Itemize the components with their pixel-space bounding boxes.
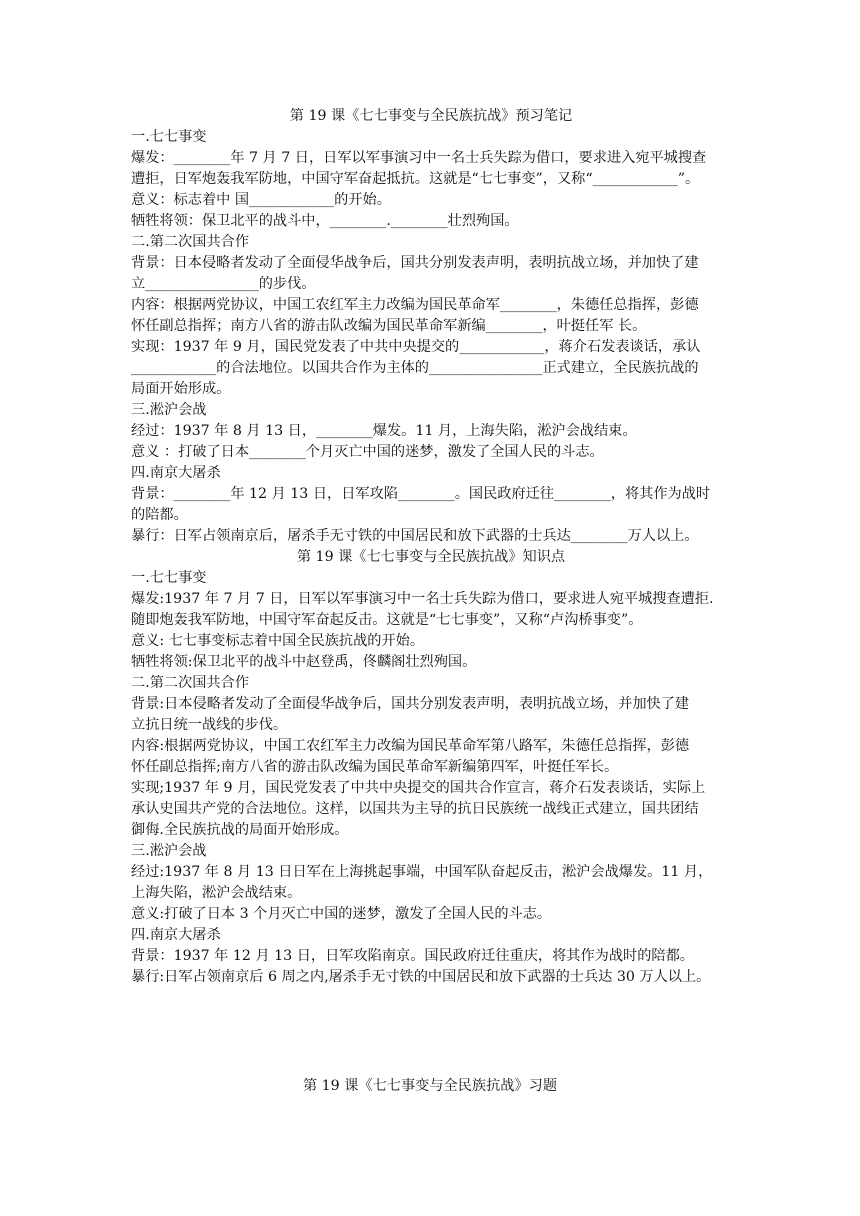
knowledge-title: 第 19 课《七七事变与全民族抗战》知识点 — [296, 549, 566, 565]
preview-line: 牺牲将领：保卫北平的战斗中，________.________壮烈殉国。 — [131, 213, 519, 229]
knowledge-line: 牺牲将领:保卫北平的战斗中赵登禹，佟麟阁壮烈殉国。 — [131, 654, 477, 670]
preview-line: 四.南京大屠杀 — [131, 465, 221, 481]
knowledge-line: 御侮.全民族抗战的局面开始形成。 — [131, 822, 349, 838]
preview-line: 意义：标志着中 国____________的开始。 — [131, 192, 391, 208]
document-content — [131, 106, 731, 988]
preview-line: 遭拒，日军炮轰我军防地，中国守军奋起抵抗。这就是“七七事变”，又称“____________”。 — [131, 171, 700, 187]
preview-title: 第 19 课《七七事变与全民族抗战》预习笔记 — [289, 108, 573, 124]
knowledge-line: 内容:根据两党协议，中国工农红军主力改编为国民革命军第八路军，朱德任总指挥，彭德 — [131, 738, 690, 754]
preview-line: 背景：________年 12 月 13 日，日军攻陷________。国民政府迁往________，将其作为战时 — [131, 486, 711, 502]
preview-line: ____________的合法地位。以国共合作为主体的________________正式建立，全民族抗战的 — [131, 360, 699, 376]
knowledge-line: 意义:打破了日本 3 个月灭亡中国的迷梦，激发了全国人民的斗志。 — [131, 906, 552, 922]
preview-line: 意义 ：打破了日本________个月灭亡中国的迷梦，激发了全国人民的斗志。 — [131, 444, 604, 460]
knowledge-line: 四.南京大屠杀 — [131, 927, 221, 943]
knowledge-line: 实现;1937 年 9 月，国民党发表了中共中央提交的国共合作宣言，蒋介石发表谈话，实际上 — [131, 780, 706, 796]
preview-line: 的陪都。 — [131, 507, 188, 523]
knowledge-line: 随即炮轰我军防地，中国守军奋起反击。这就是“七七事变”，又称“卢沟桥事变”。 — [131, 612, 643, 628]
knowledge-line: 承认史国共产党的合法地位。这样，以国共为主导的抗日民族统一战线正式建立，国共团结 — [131, 801, 699, 817]
knowledge-line: 二.第二次国共合作 — [131, 675, 250, 691]
exercises-title: 第 19 课《七七事变与全民族抗战》习题 — [302, 1078, 558, 1094]
preview-line: 一.七七事变 — [131, 129, 207, 145]
preview-line: 局面开始形成。 — [131, 381, 231, 397]
knowledge-line: 意义: 七七事变标志着中国全民族抗战的开始。 — [131, 633, 425, 649]
knowledge-line: 经过:1937 年 8 月 13 日日军在上海挑起事端，中国军队奋起反击，淞沪会战爆发。11 月， — [131, 864, 713, 880]
preview-line: 三.淞沪会战 — [131, 402, 207, 418]
knowledge-line: 三.淞沪会战 — [131, 843, 207, 859]
preview-line: 立________________的步伐。 — [131, 276, 316, 292]
knowledge-line: 怀任副总指挥;南方八省的游击队改编为国民革命军新编第四军，叶挺任军长。 — [131, 759, 619, 775]
preview-line: 爆发：________年 7 月 7 日，日军以军事演习中一名士兵失踪为借口，要求进入宛平城搜查 — [131, 150, 707, 166]
preview-line: 内容：根据两党协议，中国工农红军主力改编为国民革命军________，朱德任总指挥，彭德 — [131, 297, 699, 313]
knowledge-line: 暴行:日军占领南京后 6 周之内,屠杀手无寸铁的中国居民和放下武器的士兵达 30 万人以上。 — [131, 969, 711, 985]
knowledge-line: 背景：1937 年 12 月 13 日，日军攻陷南京。国民政府迁往重庆，将其作为战时的陪都。 — [131, 948, 694, 964]
knowledge-line: 一.七七事变 — [131, 570, 207, 586]
preview-line: 怀任副总指挥；南方八省的游击队改编为国民革命军新编________，叶挺任军 长。 — [131, 318, 647, 334]
knowledge-line: 爆发:1937 年 7 月 7 日，日军以军事演习中一名士兵失踪为借口，要求进人宛平城搜查遭拒. — [131, 591, 714, 607]
preview-line: 背景：日本侵略者发动了全面侵华战争后，国共分别发表声明，表明抗战立场，并加快了建 — [131, 255, 699, 271]
preview-line: 二.第二次国共合作 — [131, 234, 250, 250]
preview-line: 暴行：日军占领南京后，屠杀手无寸铁的中国居民和放下武器的士兵达________万人以上。 — [131, 528, 699, 544]
preview-line: 经过：1937 年 8 月 13 日，________爆发。11 月，上海失陷，淞沪会战结束。 — [131, 423, 637, 439]
knowledge-points — [131, 568, 731, 988]
knowledge-line: 上海失陷，淞沪会战结束。 — [131, 885, 302, 901]
knowledge-line: 背景:日本侵略者发动了全面侵华战争后，国共分别发表声明，表明抗战立场，并加快了建 — [131, 696, 690, 712]
preview-notes — [131, 127, 731, 547]
knowledge-line: 立抗日统一战线的步伐。 — [131, 717, 288, 733]
preview-line: 实现：1937 年 9 月，国民党发表了中共中央提交的____________，蒋介石发表谈话，承认 — [131, 339, 701, 355]
